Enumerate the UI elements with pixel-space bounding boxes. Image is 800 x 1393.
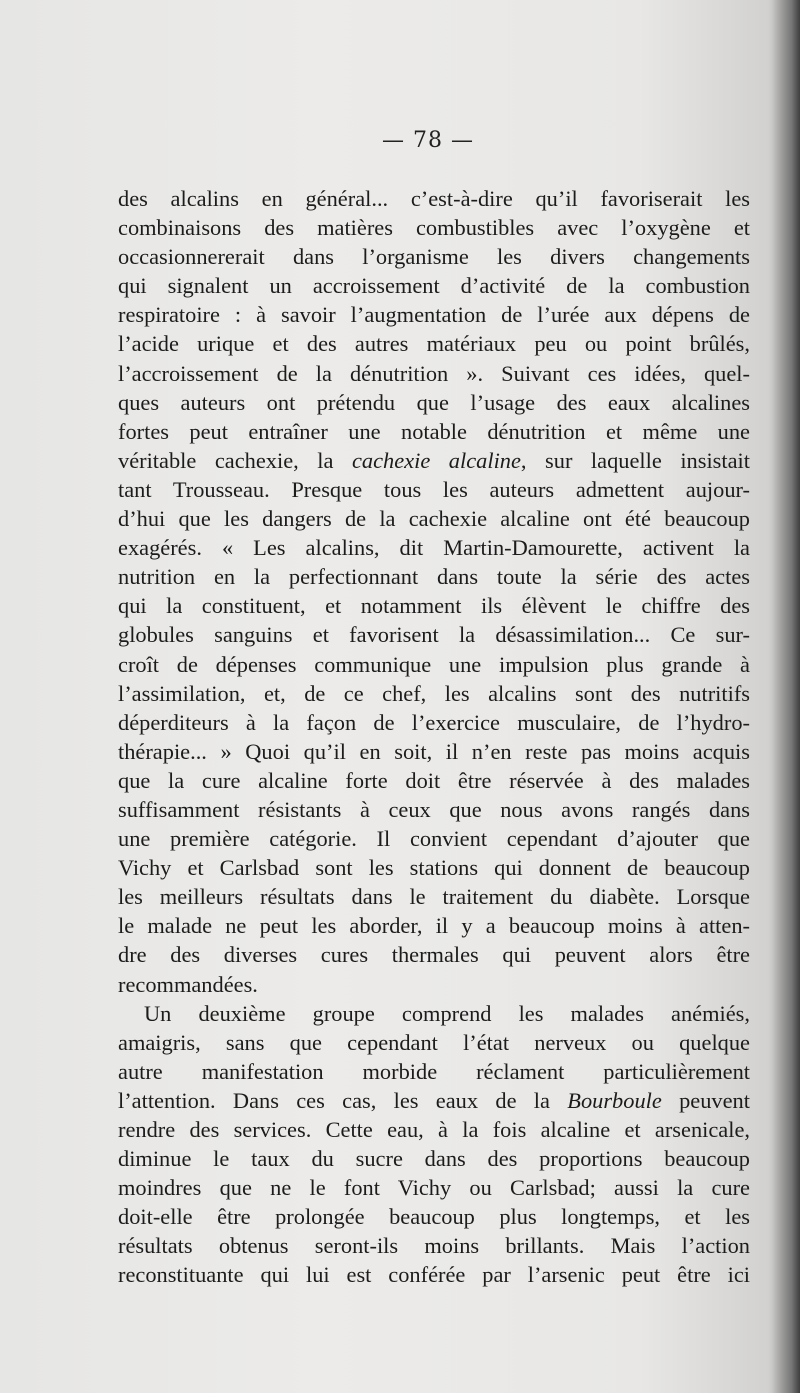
text-line: l’acide urique et des autres matériaux peu ou point brûlés, <box>118 331 750 357</box>
text-line: Vichy et Carlsbad sont les stations qui donnent de beaucoup <box>118 855 750 881</box>
text-line: résultats obtenus seront-ils moins brillants. Mais l’action <box>118 1233 750 1259</box>
text-line: fortes peut entraîner une notable dénutrition et même une <box>118 418 750 444</box>
text-line: autre manifestation morbide réclament particulièrement <box>118 1058 750 1084</box>
text-line: combinaisons des matières combustibles avec l’oxygène et <box>118 215 750 241</box>
text-line: diminue le taux du sucre dans des proportions beaucoup <box>118 1146 750 1172</box>
text-segment: l’attention. Dans ces cas, les eaux de la <box>118 1087 568 1113</box>
paragraph-first-line: Un deuxième groupe comprend les malades anémiés, <box>144 1000 750 1026</box>
text-line: doit-elle être prolongée beaucoup plus longtemps, et les <box>118 1204 750 1230</box>
text-line: respiratoire : à savoir l’augmentation de l’urée aux dépens de <box>118 302 750 328</box>
text-line: croît de dépenses communique une impulsion plus grande à <box>118 651 750 677</box>
body-text <box>118 184 750 1290</box>
text-line: amaigris, sans que cependant l’état nerveux ou quelque <box>118 1029 750 1055</box>
page-number: — 78 — <box>382 128 474 153</box>
text-line: nutrition en la perfectionnant dans toute la série des actes <box>118 564 750 590</box>
text-line: d’hui que les dangers de la cachexie alcaline ont été beaucoup <box>118 506 750 532</box>
text-line: l’accroissement de la dénutrition ». Suivant ces idées, quel- <box>118 360 750 386</box>
text-line: une première catégorie. Il convient cependant d’ajouter que <box>118 826 750 852</box>
text-line: occasionnererait dans l’organisme les divers changements <box>118 244 750 270</box>
paragraph-last-line: recommandées. <box>118 971 258 997</box>
text-line: tant Trousseau. Presque tous les auteurs admettent aujour- <box>118 476 750 502</box>
text-line: qui la constituent, et notamment ils élèvent le chiffre des <box>118 593 750 619</box>
text-line: rendre des services. Cette eau, à la fois alcaline et arsenicale, <box>118 1117 750 1142</box>
text-line: l’assimilation, et, de ce chef, les alcalins sont des nutritifs <box>118 680 750 706</box>
text-line: thérapie... » Quoi qu’il en soit, il n’en reste pas moins acquis <box>118 738 750 764</box>
italic-term: Bourboule <box>567 1087 662 1113</box>
text-line: déperditeurs à la façon de l’exercice musculaire, de l’hydro- <box>118 709 750 735</box>
page-edge-shadow <box>772 0 800 1393</box>
text-line: ques auteurs ont prétendu que l’usage des eaux alcalines <box>118 389 750 415</box>
text-line: globules sanguins et favorisent la désassimilation... Ce sur- <box>118 622 750 648</box>
text-line: reconstituante qui lui est conférée par l’arsenic peut être ici <box>118 1262 750 1288</box>
text-line: dre des diverses cures thermales qui peuvent alors être <box>118 942 750 968</box>
text-line: qui signalent un accroissement d’activité de la combustion <box>118 273 750 299</box>
text-line: moindres que ne le font Vichy ou Carlsbad; aussi la cure <box>118 1175 750 1201</box>
text-line: que la cure alcaline forte doit être réservée à des malades <box>118 767 750 793</box>
text-line: suffisamment résistants à ceux que nous avons rangés dans <box>118 796 750 822</box>
text-segment: , sur laquelle insistait <box>520 447 750 473</box>
text-segment: peuvent <box>661 1087 750 1113</box>
text-line: des alcalins en général... c’est-à-dire qu’il favoriserait les <box>118 186 750 211</box>
text-line-with-italic <box>118 446 750 475</box>
italic-term: cachexie alcaline <box>351 447 521 473</box>
text-line: les meilleurs résultats dans le traitement du diabète. Lorsque <box>118 884 750 910</box>
text-line: le malade ne peut les aborder, il y a beaucoup moins à atten- <box>118 913 750 939</box>
text-segment: véritable cachexie, la <box>118 447 352 473</box>
text-line-with-italic <box>118 1086 750 1115</box>
text-line: exagérés. « Les alcalins, dit Martin-Damourette, activent la <box>118 535 750 561</box>
